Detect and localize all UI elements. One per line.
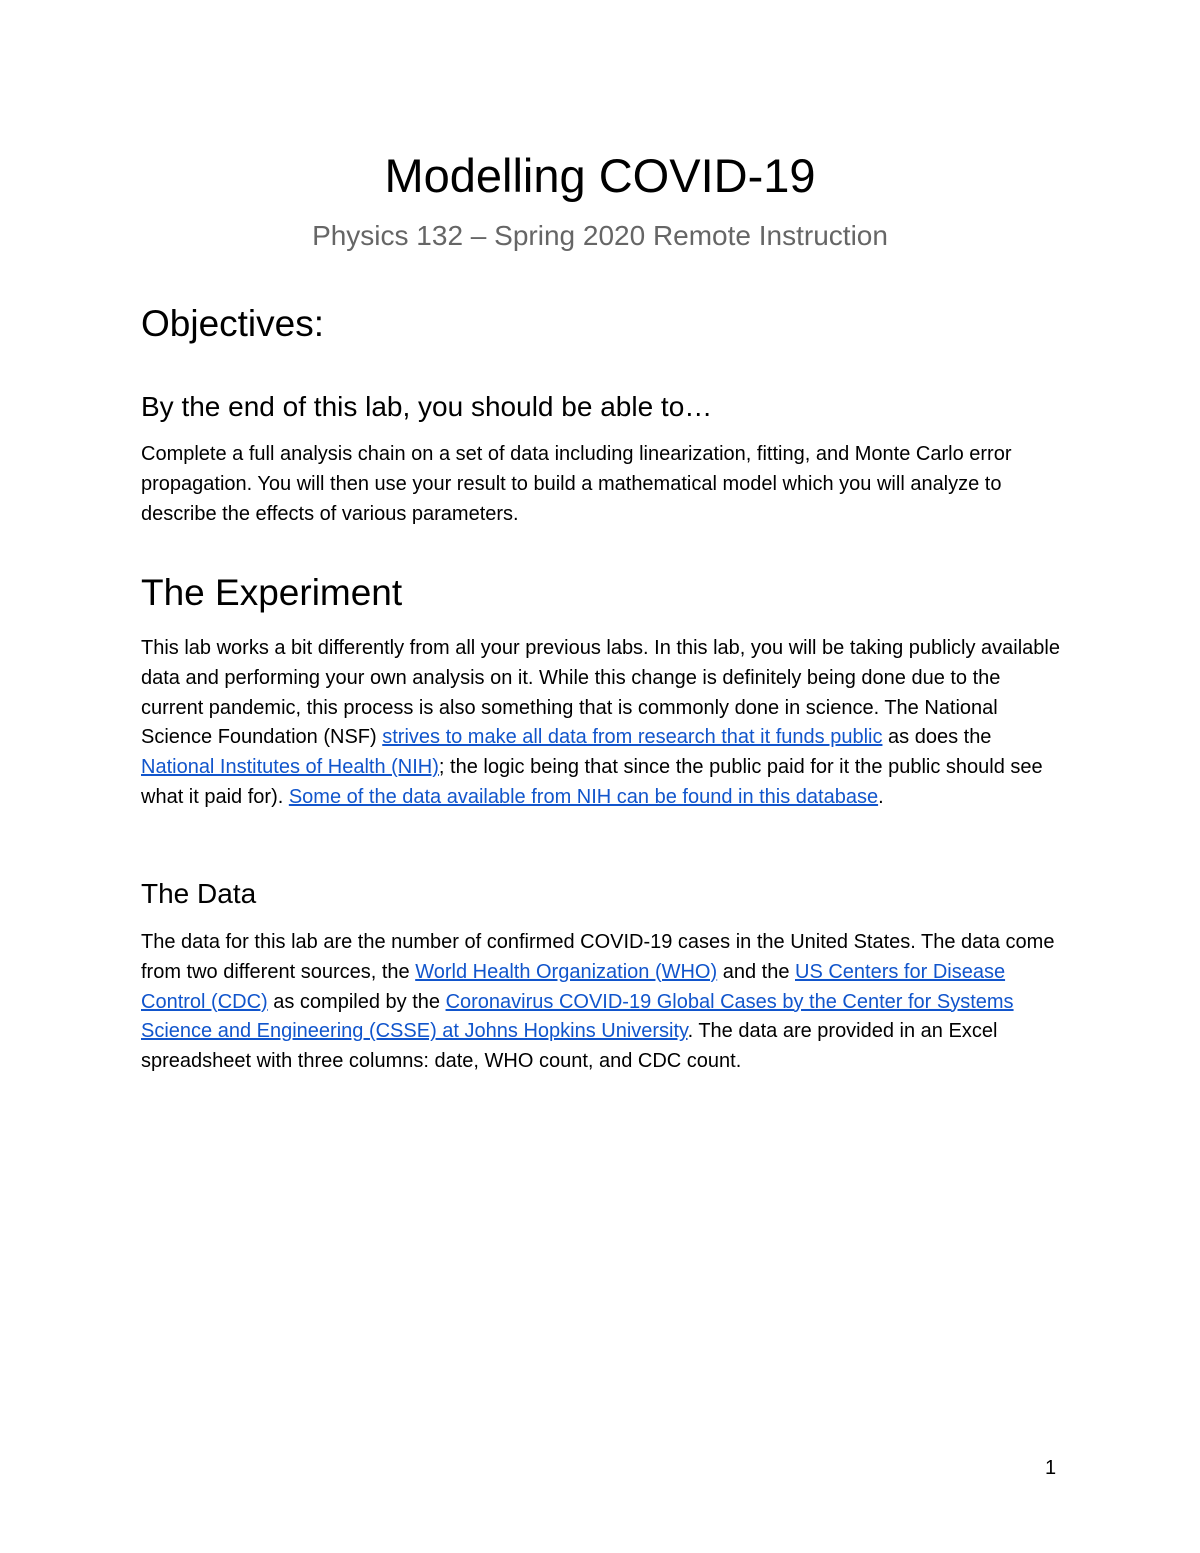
experiment-text-3: ; the logic being that since the public paid for it the public should see what it paid for). (141, 756, 1043, 808)
data-heading: The Data (141, 878, 257, 909)
experiment-text-2: as does the (882, 726, 992, 749)
data-text-1: The data for this lab are the number of confirmed COVID-19 cases in the United States. The data come from two different sources, the (141, 931, 1055, 983)
who-link[interactable]: World Health Organization (WHO) (415, 960, 718, 983)
experiment-heading: The Experiment (141, 572, 403, 613)
page-number: 1 (1045, 1457, 1057, 1479)
experiment-text-1: This lab works a bit differently from all your previous labs. In this lab, you will be taking publicly available data and performing your own analysis on it. While this change is definitely being done due to the current pandemic, this process is also something that is commonly done in science. The National Science Foundation (NSF) (141, 637, 1060, 749)
objectives-subheading: By the end of this lab, you should be able to… (141, 391, 713, 422)
cdc-link[interactable]: US Centers for Disease Control (CDC) (141, 960, 1006, 1013)
nih-database-link[interactable]: Some of the data available from NIH can be found in this database (288, 785, 879, 808)
data-paragraph (141, 928, 1061, 1077)
document-title: Modelling COVID-19 (384, 149, 816, 202)
data-text-4: . The data are provided in an Excel spreadsheet with three columns: date, WHO count, and CDC count. (141, 1020, 998, 1073)
csse-link[interactable]: Coronavirus COVID-19 Global Cases by the Center for Systems Science and Engineering (CSSE) at Johns Hopkins University (141, 990, 1014, 1043)
experiment-paragraph (141, 634, 1061, 813)
data-text-3: as compiled by the (267, 990, 446, 1013)
nih-link[interactable]: National Institutes of Health (NIH) (141, 756, 439, 779)
objectives-heading: Objectives: (141, 303, 325, 344)
document-subtitle: Physics 132 – Spring 2020 Remote Instruction (312, 220, 888, 251)
nsf-data-link[interactable]: strives to make all data from research that it funds public (382, 726, 883, 749)
objectives-paragraph: Complete a full analysis chain on a set of data including linearization, fitting, and Monte Carlo error propagation. You will then use your result to build a mathematical model which you will analyze to describe the effects of various parameters. (141, 443, 1012, 525)
data-text-2: and the (717, 960, 795, 983)
experiment-text-4: . (878, 785, 884, 808)
